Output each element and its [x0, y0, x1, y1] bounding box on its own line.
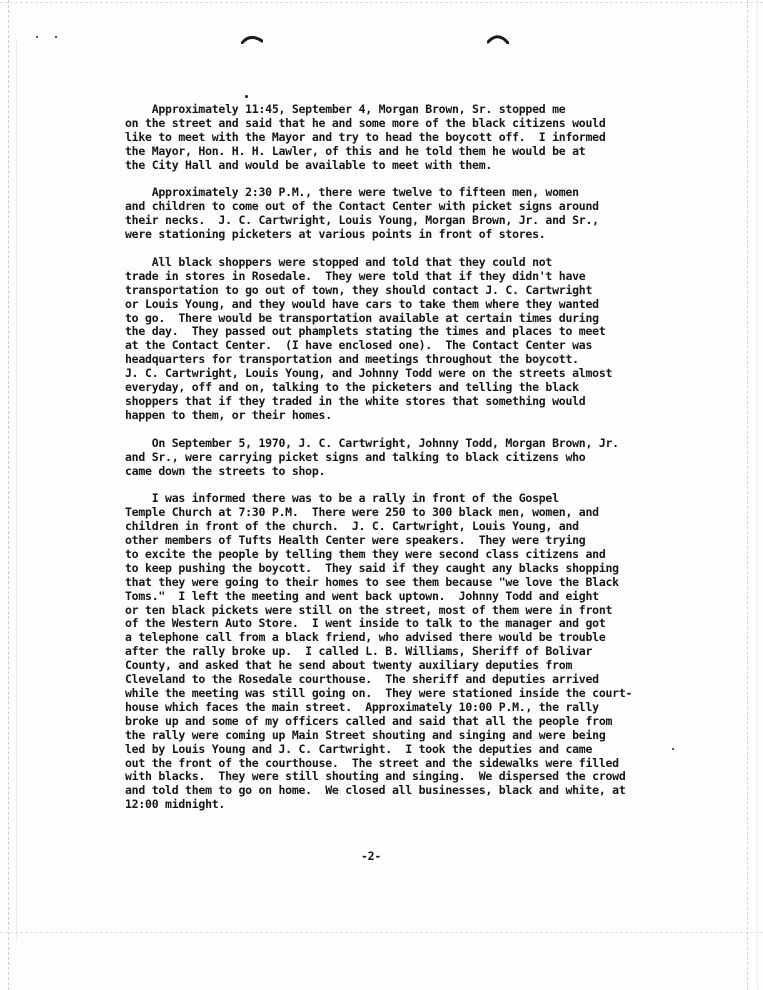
text-line: Approximately 11:45, September 4, Morgan Brown, Sr. stopped me: [125, 102, 566, 116]
text-line: children in front of the church. J. C. Cartwright, Louis Young, and: [125, 519, 579, 534]
text-line: I was informed there was to be a rally in front of the Gospel: [125, 491, 559, 506]
text-line: broke up and some of my officers called and said that all the people from: [125, 713, 613, 728]
text-line: headquarters for transportation and meetings throughout the boycott.: [125, 352, 579, 367]
text-line: to keep pushing the boycott. They said if they caught any blacks shopping: [125, 560, 619, 575]
scan-edge-top: [0, 2, 763, 4]
text-line: led by Louis Young and J. C. Cartwright. I took the deputies and came: [125, 741, 593, 756]
page-number: -2-: [361, 849, 382, 863]
text-line: on the street and said that he and some more of the black citizens would: [125, 115, 606, 130]
text-line: while the meeting was still going on. They were stationed inside the court-: [125, 686, 633, 700]
text-line: and Sr., were carrying picket signs and talking to black citizens who: [125, 449, 586, 464]
text-line: the day. They passed out phamplets stating the times and places to meet: [125, 324, 606, 339]
text-line: were stationing picketers at various points in front of stores.: [125, 227, 546, 242]
text-line: everyday, off and on, talking to the picketers and telling the black: [125, 380, 579, 395]
text-line: to excite the people by telling them they were second class citizens and: [125, 546, 606, 561]
text-line: the Mayor, Hon. H. H. Lawler, of this and he told them he would be at: [125, 143, 586, 158]
text-line: All black shoppers were stopped and told that they could not: [125, 254, 553, 269]
text-line: with blacks. They were still shouting and singing. We dispersed the crowd: [125, 769, 626, 784]
binder-hole-mark-left: [241, 32, 263, 44]
text-line: and told them to go on home. We closed all businesses, black and white, at: [125, 783, 626, 798]
scan-edge-left-inner: [16, 40, 18, 940]
text-line: a telephone call from a black friend, who advised there would be trouble: [125, 630, 606, 645]
paragraph: [125, 437, 685, 479]
text-line: the rally were coming up Main Street shouting and singing and were being: [125, 727, 606, 742]
letter-body: [125, 103, 685, 826]
text-line: other members of Tufts Health Center were speakers. They were trying: [125, 533, 586, 548]
text-line: J. C. Cartwright, Louis Young, and Johnny Todd were on the streets almost: [125, 366, 613, 381]
ink-speck: [55, 36, 57, 38]
text-line: to go. There would be transportation available at certain times during: [125, 310, 599, 325]
text-line: their necks. J. C. Cartwright, Louis Young, Morgan Brown, Jr. and Sr.,: [125, 213, 599, 228]
text-line: the City Hall and would be available to meet with them.: [125, 157, 493, 172]
text-line: 12:00 midnight.: [125, 797, 226, 812]
text-line: trade in stores in Rosedale. They were told that if they didn't have: [125, 268, 586, 283]
text-line: County, and asked that he send about twenty auxiliary deputies from: [125, 658, 573, 673]
text-line: or Louis Young, and they would have cars to take them where they wanted: [125, 296, 599, 311]
paragraph: [125, 256, 685, 423]
text-line: of the Western Auto Store. I went inside to talk to the manager and got: [125, 616, 606, 631]
scan-edge-right-outer: [757, 0, 759, 990]
ink-speck: [245, 95, 248, 98]
text-line: or ten black pickets were still on the street, most of them were in front: [125, 602, 613, 617]
paragraph: [125, 103, 685, 173]
text-line: that they were going to their homes to see them because "we love the Black: [125, 574, 619, 589]
text-line: transportation to go out of town, they should contact J. C. Cartwright: [125, 282, 593, 297]
text-line: at the Contact Center. (I have enclosed one). The Contact Center was: [125, 338, 593, 353]
scan-edge-right: [747, 0, 749, 990]
text-line: shoppers that if they traded in the white stores that something would: [125, 394, 586, 408]
text-line: like to meet with the Mayor and try to head the boycott off. I informed: [125, 129, 606, 144]
ink-speck: [36, 36, 38, 38]
text-line: Temple Church at 7:30 P.M. There were 250 to 300 black men, women, and: [125, 505, 599, 520]
text-line: Cleveland to the Rosedale courthouse. The sheriff and deputies arrived: [125, 672, 599, 687]
paragraph: [125, 492, 685, 812]
text-line: On September 5, 1970, J. C. Cartwright, Johnny Todd, Morgan Brown, Jr.: [125, 435, 619, 450]
text-line: and children to come out of the Contact Center with picket signs around: [125, 199, 599, 214]
scan-edge-left: [8, 0, 11, 990]
paragraph: [125, 186, 685, 242]
text-line: house which faces the main street. Approximately 10:00 P.M., the rally: [125, 699, 599, 714]
binder-hole-mark-right: [487, 32, 509, 44]
scan-edge-bottom: [0, 932, 763, 934]
text-line: Approximately 2:30 P.M., there were twelve to fifteen men, women: [125, 185, 579, 200]
text-line: happen to them, or their homes.: [125, 407, 332, 422]
text-line: out the front of the courthouse. The street and the sidewalks were filled: [125, 755, 619, 770]
text-line: came down the streets to shop.: [125, 463, 326, 478]
text-line: after the rally broke up. I called L. B. Williams, Sheriff of Bolivar: [125, 644, 593, 659]
text-line: Toms." I left the meeting and went back uptown. Johnny Todd and eight: [125, 588, 599, 603]
